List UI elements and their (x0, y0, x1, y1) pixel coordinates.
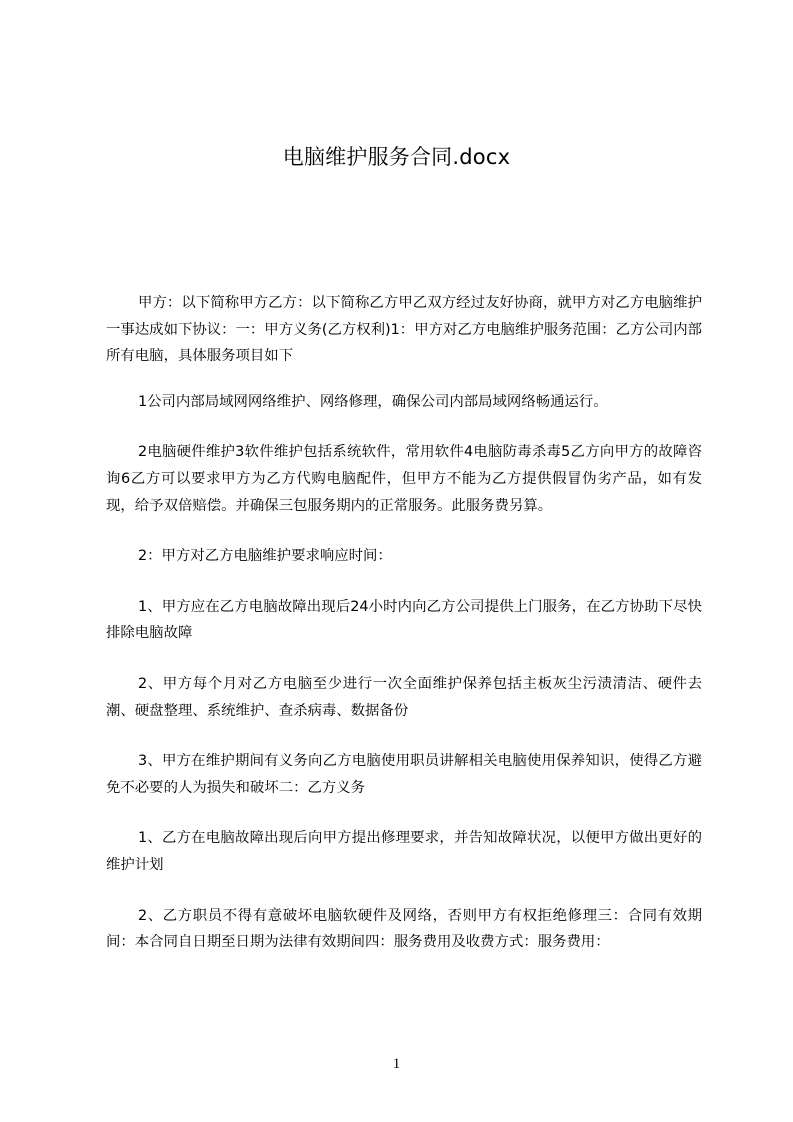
paragraph-training-duty: 3、甲方在维护期间有义务向乙方电脑使用职员讲解相关电脑使用保养知识，使得乙方避免不必要的人为损失和破坏二：乙方义务 (106, 753, 702, 796)
paragraph-monthly-maintenance: 2、甲方每个月对乙方电脑至少进行一次全面维护保养包括主板灰尘污渍清洁、硬件去潮、硬盘整理、系统维护、查杀病毒、数据备份 (106, 675, 702, 719)
paragraph-service-items: 2电脑硬件维护3软件维护包括系统软件，常用软件4电脑防毒杀毒5乙方向甲方的故障咨询6乙方可以要求甲方为乙方代购电脑配件，但甲方不能为乙方提供假冒伪劣产品，如有发现，给予双倍赔偿。并确保三包服务期内的正常服务。此服务费另算。 (106, 444, 702, 514)
page-number: 1 (392, 1056, 401, 1072)
paragraph-repair-request: 1、乙方在电脑故障出现后向甲方提出修理要求，并告知故障状况，以便甲方做出更好的维护计划 (106, 830, 702, 873)
paragraph-response-time-heading: 2：甲方对乙方电脑维护要求响应时间： (138, 548, 392, 565)
paragraph-network-maintenance: 1公司内部局域网网络维护、网络修理，确保公司内部局域网络畅通运行。 (138, 393, 608, 410)
document-body (106, 290, 702, 980)
paragraph-onsite-service: 1、甲方应在乙方电脑故障出现后24小时内向乙方公司提供上门服务，在乙方协助下尽快排除电脑故障 (106, 598, 702, 642)
document-title: 电脑维护服务合同.docx (282, 145, 511, 169)
paragraph-parties: 甲方：以下简称甲方乙方：以下简称乙方甲乙双方经过友好协商，就甲方对乙方电脑维护一事达成如下协议：一：甲方义务(乙方权利)1：甲方对乙方电脑维护服务范围：乙方公司内部所有电脑，具体服务项目如下 (106, 295, 702, 365)
paragraph-contract-term: 2、乙方职员不得有意破坏电脑软硬件及网络，否则甲方有权拒绝修理三：合同有效期间：本合同自日期至日期为法律有效期间四：服务费用及收费方式：服务费用： (106, 907, 702, 951)
